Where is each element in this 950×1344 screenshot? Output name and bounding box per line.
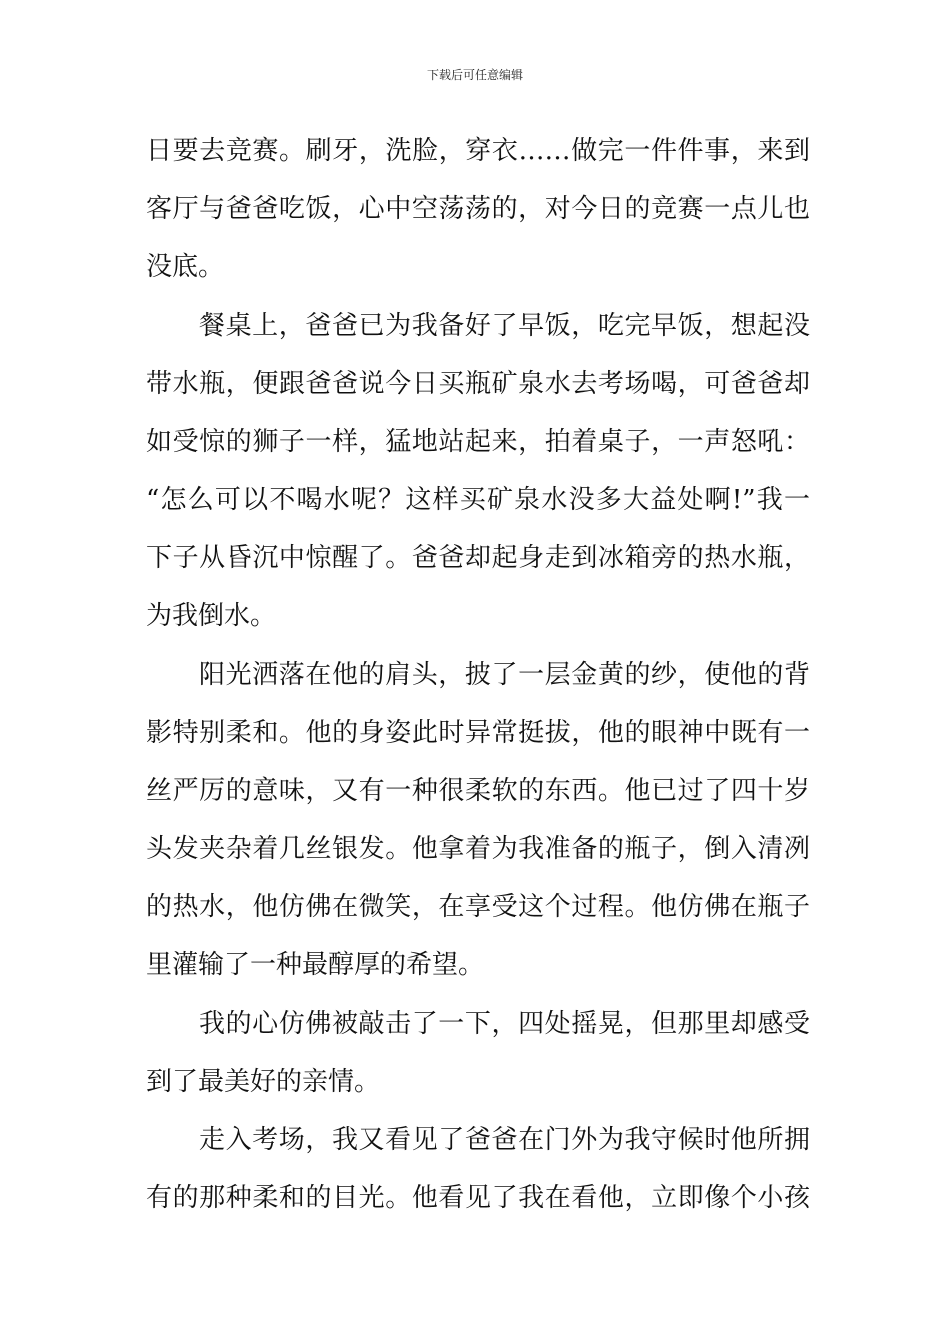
text-line: 如受惊的狮子一样，猛地站起来，拍着桌子，一声怒吼：: [146, 427, 810, 457]
page-header: 下载后可任意编辑: [426, 68, 523, 82]
paragraph-first-line: 阳光洒落在他的肩头，披了一层金黄的纱，使他的背: [199, 660, 810, 690]
text-line: 的热水，他仿佛在微笑，在享受这个过程。他仿佛在瓶子: [146, 892, 810, 922]
text-line: 下子从昏沉中惊醒了。爸爸却起身走到冰箱旁的热水瓶，: [146, 543, 810, 573]
text-line: 影特别柔和。他的身姿此时异常挺拔，他的眼神中既有一: [146, 718, 810, 748]
text-line: 带水瓶，便跟爸爸说今日买瓶矿泉水去考场喝，可爸爸却: [146, 369, 810, 399]
text-line: 为我倒水。: [146, 601, 277, 631]
text-line: “怎么可以不喝水呢？这样买矿泉水没多大益处啊!”我一: [146, 485, 810, 515]
text-line: 到了最美好的亲情。: [146, 1067, 381, 1097]
text-line: 里灌输了一种最醇厚的希望。: [146, 950, 485, 980]
text-line: 没底。: [146, 252, 225, 282]
text-line: 丝严厉的意味，又有一种很柔软的东西。他已过了四十岁: [146, 776, 810, 806]
paragraph-first-line: 餐桌上，爸爸已为我备好了早饭，吃完早饭，想起没: [199, 311, 810, 341]
paragraph-first-line: 走入考场，我又看见了爸爸在门外为我守候时他所拥: [199, 1125, 810, 1155]
text-line: 日要去竞赛。刷牙，洗脸，穿衣……做完一件件事，来到: [146, 136, 810, 166]
text-line: 客厅与爸爸吃饭，心中空荡荡的，对今日的竞赛一点儿也: [146, 194, 810, 224]
text-line: 有的那种柔和的目光。他看见了我在看他，立即像个小孩: [146, 1183, 810, 1213]
text-line: 头发夹杂着几丝银发。他拿着为我准备的瓶子，倒入清冽: [146, 834, 810, 864]
paragraph-first-line: 我的心仿佛被敲击了一下，四处摇晃，但那里却感受: [199, 1009, 810, 1039]
